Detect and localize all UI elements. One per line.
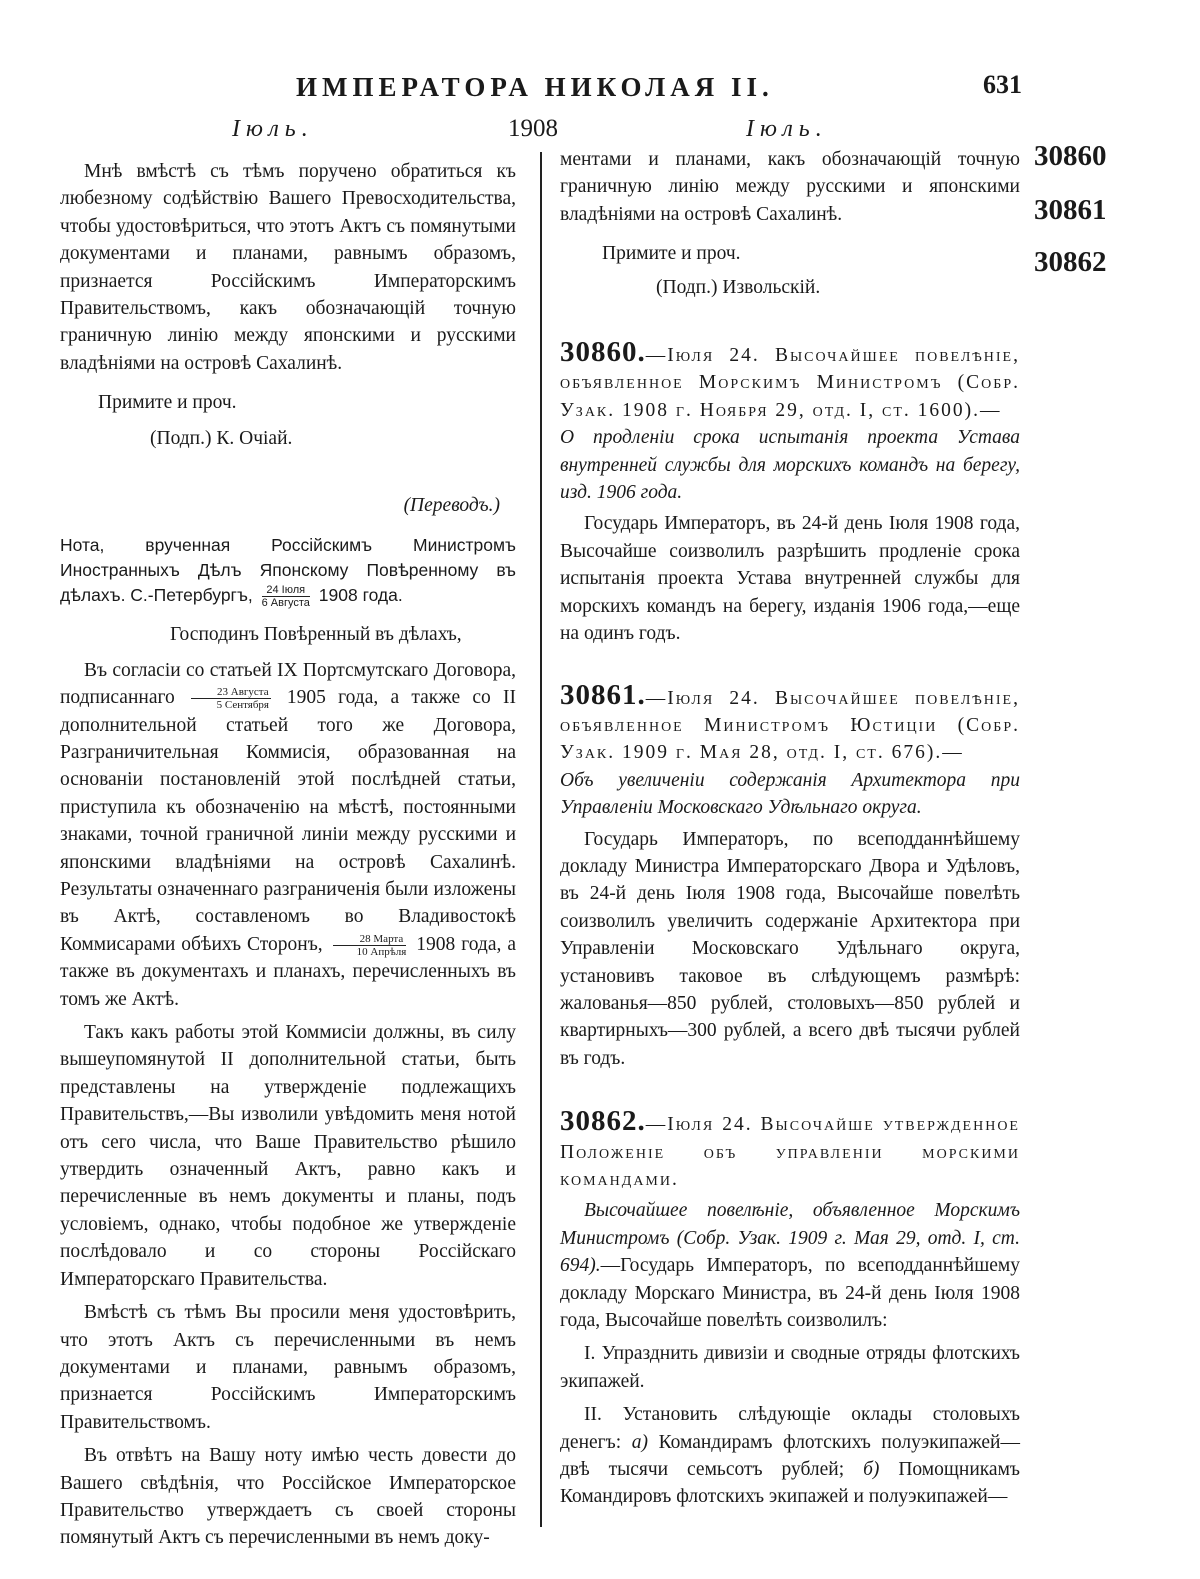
article-30861-head: —Іюля 24. Высочайшее повелѣніе, объявленное Министромъ Юстиціи (Собр. Узак. 1909 г. Мая 28, отд. I, ст. 676).—	[560, 687, 1020, 764]
p2-text-a: Въ согласіи со статьей IX Портсмутскаго Договора, подписаннаго	[60, 659, 516, 709]
left-paragraph-3: Такъ какъ работы этой Коммисіи должны, въ силу вышеупомянутой II дополнительной статьи, быть представлены на утвержденіе подлежащихъ Правительствъ,—Вы изволили увѣдомить меня нотой отъ сего числа, что Ваше Правительство рѣшило утвердить означенный Актъ, равно какъ и перечисленные въ немъ документы и планы, подъ условіемъ, однако, чтобы подобное же утвержденіе послѣдовало и со стороны Россійскаго Императорскаго Правительства.	[60, 1022, 516, 1290]
article-30861-number: 30861.	[560, 678, 646, 711]
p2-date-num: 23 Августа	[191, 686, 271, 699]
article-30860-number: 30860.	[560, 336, 646, 369]
margin-number-2: 30861	[1034, 194, 1107, 226]
note-heading-text: Нота, врученная Россійскимъ Министромъ Иностранныхъ Дѣлъ Японскому Повѣренному въ дѣлахъ. С.-Петербургъ,	[60, 535, 516, 606]
note-heading	[60, 533, 516, 609]
article-30862-item-2	[560, 1401, 1020, 1511]
left-paragraph-2	[60, 657, 516, 1013]
article-30862-item-1: I. Упразднить дивизіи и сводные отряды флотскихъ экипажей.	[560, 1343, 1020, 1392]
p2-text-b: 1905 года, а также со II дополнительной статьей того же Договора, Разграничительная Коммисія, образованная на основаніи постановленій этой послѣдней статьи, приступила къ обозначенію на мѣстѣ, постоянными знаками, точной граничной линіи между русскими и японскими владѣніями на островѣ Сахалинѣ. Результаты означеннаго разграниченія были изложены въ Актѣ, составленомъ во Владивостокѣ Коммисарами обѣихъ Сторонъ,	[60, 687, 517, 955]
article-30862-heading	[560, 1105, 1020, 1193]
article-30862-head: —Іюля 24. Высочайше утвержденное Положеніе объ управленіи морскими командами.	[560, 1114, 1020, 1190]
article-30861-title: Объ увеличеніи содержанія Архитектора при Управленіи Московскаго Удѣльнаго округа.	[560, 769, 1020, 819]
article-30860-heading	[560, 336, 1020, 424]
right-column	[560, 146, 1020, 1511]
article-30861-body: Государь Императоръ, по всеподданнѣйшему докладу Министра Императорскаго Двора и Удѣловъ, въ 24-й день Іюля 1908 года, Высочайше повелѣть соизволилъ увеличить содержаніе Архитектора при Управленіи Московскаго Удѣльнаго округа, установивъ таковое въ слѣдующемъ размѣрѣ: жалованья—850 рублей, столовыхъ—850 рублей и квартирныхъ—300 рублей, а всего двѣ тысячи рублей въ годъ.	[560, 828, 1020, 1069]
year: 1908	[508, 115, 558, 142]
article-30861-heading	[560, 678, 1020, 767]
p2-date-den: 5 Сентября	[216, 699, 269, 712]
translation-label: (Переводъ.)	[403, 495, 500, 517]
left-paragraph-1: Мнѣ вмѣстѣ съ тѣмъ поручено обратиться къ любезному содѣйствію Вашего Превосходительства, чтобы удостовѣриться, что этотъ Актъ съ помянутыми документами и планами, равнымъ образомъ, признается Россійскимъ Императорскимъ Правительствомъ, какъ обозначающій точную граничную линію между японскими и русскими владѣніями на островѣ Сахалинѣ.	[60, 161, 516, 374]
left-column	[60, 158, 516, 1552]
margin-number-3: 30862	[1034, 246, 1107, 278]
column-divider	[540, 152, 542, 1527]
article-30860-head: —Іюля 24. Высочайшее повелѣніе, объявленное Морскимъ Министромъ (Собр. Узак. 1908 г. Ноября 29, отд. I, ст. 1600).—	[560, 345, 1020, 421]
item-2-label-b: б)	[863, 1459, 880, 1481]
article-30860-title: О продленіи срока испытанія проекта Устава внутренней службы для морскихъ командъ на берегу, изд. 1906 года.	[560, 427, 1020, 504]
right-signature: (Подп.) Извольскій.	[656, 276, 821, 298]
article-30862-title: Высочайшее повелѣніе, объявленное Морскимъ Министромъ (Собр. Узак. 1909 г. Мая 29, отд. I, ст. 694).	[560, 1200, 1020, 1277]
p2-date2-den: 10 Апрѣля	[356, 945, 407, 958]
month-right: Іюль.	[746, 116, 828, 142]
right-paragraph-0: ментами и планами, какъ обозначающій точную граничную линію между русскими и японскими владѣніями на островѣ Сахалинѣ.	[560, 149, 1020, 225]
p2-date2-num: 28 Марта	[333, 933, 407, 946]
left-paragraph-4: Вмѣстѣ съ тѣмъ Вы просили меня удостовѣрить, что этотъ Актъ съ перечисленными въ немъ документами и планами, равнымъ образомъ, признается Россійскимъ Императорскимъ Правительствомъ.	[60, 1302, 516, 1433]
p2-date-fraction-2	[333, 933, 407, 958]
item-2-text-b: Командирамъ флотскихъ полуэкипажей—двѣ тысячи семьсотъ рублей;	[560, 1431, 1020, 1481]
page-number: 631	[983, 70, 1022, 99]
note-heading-year: 1908 года.	[318, 585, 403, 606]
article-30862-body-text: —Государь Императоръ, по всеподданнѣйшему докладу Морскаго Министра, въ 24-й день Іюля 1908 года, Высочайше повелѣть соизволилъ:	[560, 1255, 1020, 1332]
item-2-text-a: II. Установить слѣдующіе оклады столовыхъ денегъ:	[560, 1404, 1020, 1453]
article-30860-body: Государь Императоръ, въ 24-й день Іюля 1908 года, Высочайше соизволилъ разрѣшить продленіе срока испытанія проекта Устава внутренней службы для морскихъ командъ на берегу, изданія 1906 года,—еще на одинъ годъ.	[560, 513, 1020, 645]
salutation: Господинъ Повѣренный въ дѣлахъ,	[170, 624, 462, 646]
item-2-label-a: а)	[631, 1431, 648, 1453]
note-date-fraction	[262, 584, 310, 609]
note-date-num: 24 Іюля	[262, 584, 310, 597]
article-30862-body	[560, 1197, 1020, 1334]
left-accept: Примите и проч.	[98, 392, 237, 414]
left-signature: (Подп.) К. Очіай.	[150, 427, 293, 449]
article-30862-number: 30862.	[560, 1105, 646, 1138]
page-header-title: ИМПЕРАТОРА НИКОЛАЯ II.	[296, 72, 774, 102]
p2-date-fraction	[191, 686, 271, 711]
right-accept: Примите и проч.	[602, 243, 741, 265]
p2-text-c: 1908 года, а также въ документахъ и планахъ, перечисленныхъ въ томъ же Актѣ.	[60, 933, 517, 1010]
margin-number-1: 30860	[1034, 140, 1107, 172]
left-paragraph-5: Въ отвѣтъ на Вашу ноту имѣю честь довести до Вашего свѣдѣнія, что Россійское Императорское Правительство утверждаетъ съ своей стороны помянутый Актъ съ перечисленными въ немъ доку-	[60, 1445, 516, 1549]
note-date-den: 6 Августа	[261, 597, 310, 610]
month-left: Іюль.	[232, 116, 314, 142]
item-2-text-c: Помощникамъ Командировъ флотскихъ экипажей и полуэкипажей—	[560, 1459, 1021, 1508]
